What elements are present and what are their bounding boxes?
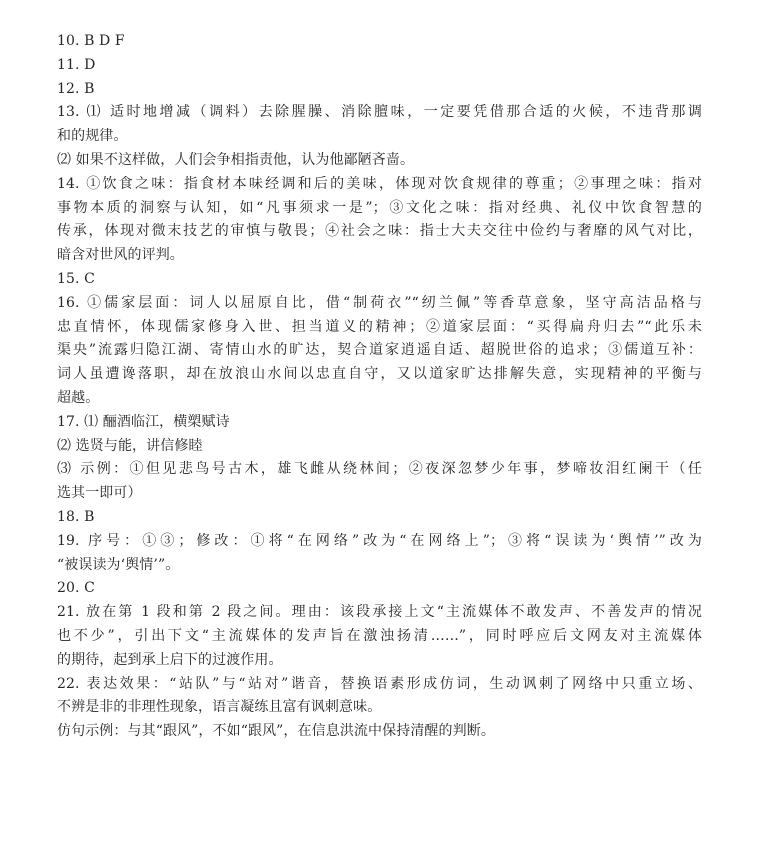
answer-line: 19. 序号：①③；修改：①将“在网络”改为“在网络上”；③将“误读为‘舆情’”改为 [57,532,702,549]
answer-line: 传承，体现对微末技艺的审慎与敬畏；④社会之味：指士大夫交往中俭约与奢靡的风气对比， [57,223,702,240]
answer-line: 17. ⑴ 酾酒临江，横槊赋诗 [57,413,230,430]
answer-line: 13. ⑴ 适时地增减（调料）去除腥臊、消除膻味，一定要凭借那合适的火候，不违背那调 [57,104,702,121]
answer-line: ⑵ 选贤与能，讲信修睦 [57,437,203,454]
answer-line: 10. B D F [57,33,125,49]
answer-line: 22. 表达效果：“站队”与“站对”谐音，替换语素形成仿词，生动讽刺了网络中只重立场、 [57,675,702,692]
answer-line: 事物本质的洞察与认知，如“凡事须求一是”；③文化之味：指对经典、礼仪中饮食智慧的 [57,199,702,216]
answer-line: 21. 放在第 1 段和第 2 段之间。理由：该段承接上文“主流媒体不敢发声、不善发声的情况 [57,604,702,621]
answer-line: 渠央”流露归隐江湖、寄情山水的旷达，契合道家逍遥自适、超脱世俗的追求；③儒道互补： [57,342,702,359]
answer-list [57,30,702,744]
answer-line: ⑶ 示例：①但见悲鸟号古木，雄飞雌从绕林间；②夜深忽梦少年事，梦啼妆泪红阑干（任 [57,461,702,478]
answer-line: 仿句示例：与其“跟风”，不如“跟风”，在信息洪流中保持清醒的判断。 [57,723,495,740]
answer-line: 20. C [57,580,95,597]
answer-line: 超越。 [57,389,100,406]
answer-line: 和的规律。 [57,128,128,145]
answer-line: ⑵ 如果不这样做，人们会争相指责他，认为他鄙陋吝啬。 [57,151,415,168]
answer-line: 的期待，起到承上启下的过渡作用。 [57,651,283,668]
answer-line: 选其一即可） [57,485,142,502]
answer-line: “被误读为‘舆情’”。 [57,556,180,573]
answer-line: 15. C [57,270,95,287]
answer-line: 18. B [57,508,95,525]
answer-line: 忠直情怀，体现儒家修身入世、担当道义的精神；②道家层面：“买得扁舟归去”“此乐未 [57,318,702,335]
answer-line: 不辨是非的非理性现象，语言凝练且富有讽刺意味。 [57,699,382,716]
answer-line: 14. ①饮食之味：指食材本味经调和后的美味，体现对饮食规律的尊重；②事理之味：指对 [57,175,702,192]
answer-line: 11. D [57,56,96,73]
answer-line: 也不少”，引出下文“主流媒体的发声旨在激浊扬清……”，同时呼应后文网友对主流媒体 [57,627,702,644]
answer-line: 12. B [57,80,95,97]
answer-line: 16. ①儒家层面：词人以屈原自比，借“制荷衣”“纫兰佩”等香草意象，坚守高洁品格与 [57,294,702,311]
answer-line: 词人虽遭谗落职，却在放浪山水间以忠直自守，又以道家旷达排解失意，实现精神的平衡与 [57,366,702,383]
answer-line: 暗含对世风的评判。 [57,247,184,264]
